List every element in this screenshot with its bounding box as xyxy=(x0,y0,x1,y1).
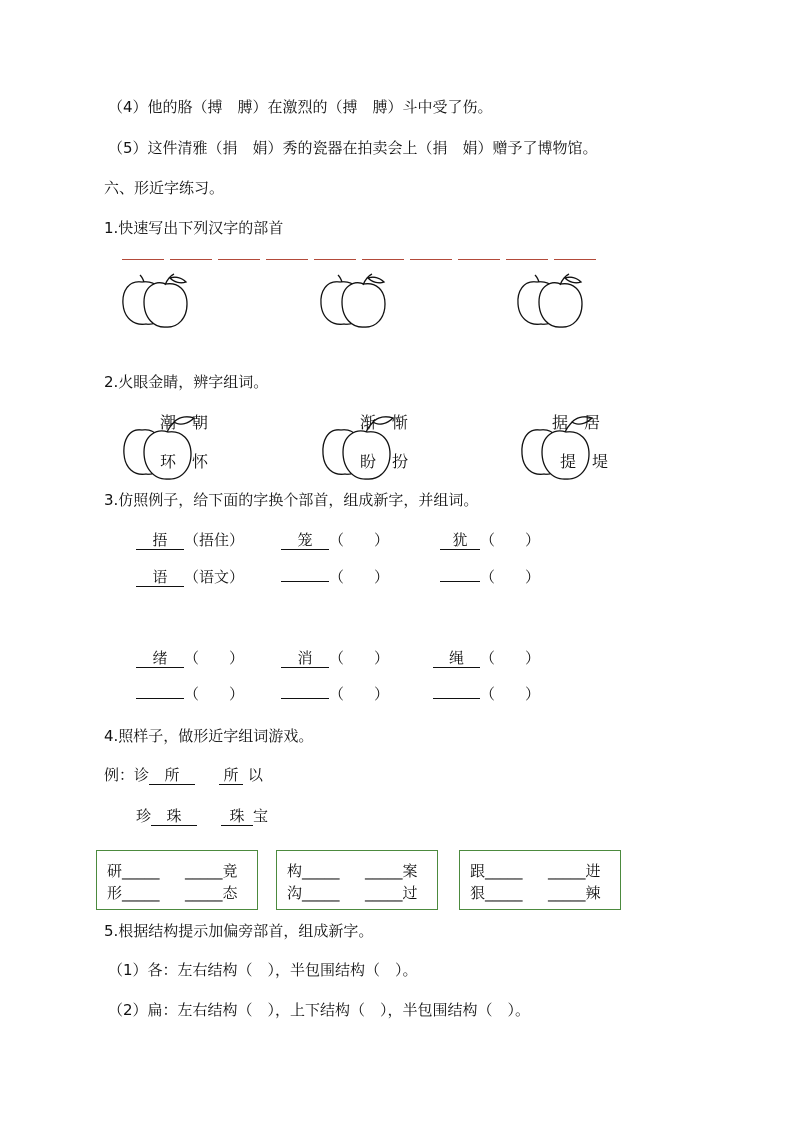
q3-row4-col1: （ ） xyxy=(136,683,244,704)
q3-row2-col3: （ ） xyxy=(440,566,540,587)
answer-blank[interactable]: 绳 xyxy=(433,649,480,668)
q2-char: 潮 xyxy=(160,413,177,432)
answer-line[interactable] xyxy=(554,259,596,260)
q5-title: 5.根据结构提示加偏旁部首，组成新字。 xyxy=(104,922,374,940)
answer-blank[interactable]: 犹 xyxy=(440,531,480,550)
q3-row1-col3: 犹 （ ） xyxy=(440,529,540,550)
word-game-box: 构_____ _____案 沟_____ _____过 xyxy=(276,850,438,910)
q4-example-2: 珍 珠 珠 宝 xyxy=(136,807,269,825)
q2-char: 环 xyxy=(160,452,177,471)
answer-line[interactable] xyxy=(410,259,452,260)
q3-row2-col1: 语 （语文） xyxy=(136,566,244,587)
answer-blank[interactable]: _____ xyxy=(548,862,586,880)
answer-blank[interactable]: _____ xyxy=(302,862,340,880)
q3-row4-col2: （ ） xyxy=(281,683,389,704)
apple-pair-icon xyxy=(515,272,585,332)
answer-blank[interactable] xyxy=(281,581,329,582)
q3-row3-col3: 绳 （ ） xyxy=(433,647,540,668)
section-title: 六、形近字练习。 xyxy=(104,179,225,197)
answer-line[interactable] xyxy=(122,259,164,260)
answer-blank[interactable]: 消 xyxy=(281,649,329,668)
apple-pair-icon xyxy=(120,272,190,332)
answer-blank[interactable]: _____ xyxy=(365,862,403,880)
q2-char: 堤 xyxy=(592,452,609,471)
answer-line[interactable] xyxy=(506,259,548,260)
q4-title: 4.照样子，做形近字组词游戏。 xyxy=(104,727,314,745)
answer-line[interactable] xyxy=(170,259,212,260)
answer-line[interactable] xyxy=(362,259,404,260)
answer-blank[interactable]: 语 xyxy=(136,568,184,587)
answer-blank[interactable]: _____ xyxy=(485,884,523,902)
q4-example-1: 例：诊 所 所 以 xyxy=(104,766,263,784)
q3-row3-col1: 绪 （ ） xyxy=(136,647,244,668)
q5-line-1: （1）各：左右结构（ ），半包围结构（ ）。 xyxy=(108,961,418,979)
q2-char: 惭 xyxy=(392,413,409,432)
answer-blank[interactable] xyxy=(136,698,184,699)
answer-blank[interactable]: _____ xyxy=(365,884,403,902)
answer-blank[interactable]: _____ xyxy=(122,862,160,880)
answer-blank[interactable]: _____ xyxy=(185,862,223,880)
q3-row4-col3: （ ） xyxy=(433,683,540,704)
q5-line-2: （2）扁：左右结构（ ），上下结构（ ），半包围结构（ ）。 xyxy=(108,1001,531,1019)
answer-blank[interactable]: 捂 xyxy=(136,531,184,550)
q2-title: 2.火眼金睛，辨字组词。 xyxy=(104,373,269,391)
sentence-5: （5）这件清雅（捐 娟）秀的瓷器在拍卖会上（捐 娟）赠予了博物馆。 xyxy=(108,139,598,157)
word-game-box: 研_____ _____竟 形_____ _____态 xyxy=(96,850,258,910)
q2-char: 朝 xyxy=(192,413,209,432)
q2-char: 居 xyxy=(584,413,601,432)
apple-pair-icon xyxy=(318,272,388,332)
answer-blank[interactable]: _____ xyxy=(122,884,160,902)
q3-row1-col1: 捂 （捂住） xyxy=(136,529,244,550)
answer-blank[interactable] xyxy=(433,698,480,699)
answer-blank[interactable]: _____ xyxy=(185,884,223,902)
sentence-4: （4）他的胳（搏 膊）在激烈的（搏 膊）斗中受了伤。 xyxy=(108,98,493,116)
answer-line[interactable] xyxy=(314,259,356,260)
q2-char: 盼 xyxy=(360,452,377,471)
q2-char: 扮 xyxy=(392,452,409,471)
q2-char: 渐 xyxy=(360,413,377,432)
answer-blank[interactable] xyxy=(440,581,480,582)
q1-title: 1.快速写出下列汉字的部首 xyxy=(104,219,284,237)
q2-char: 提 xyxy=(560,452,577,471)
q3-row1-col2: 笼 （ ） xyxy=(281,529,389,550)
q3-title: 3.仿照例子，给下面的字换个部首，组成新字，并组词。 xyxy=(104,491,479,509)
answer-line[interactable] xyxy=(458,259,500,260)
q2-char: 据 xyxy=(552,413,569,432)
answer-blank[interactable]: 笼 xyxy=(281,531,329,550)
answer-blank[interactable]: _____ xyxy=(548,884,586,902)
word-game-box: 跟_____ _____进 狠_____ _____辣 xyxy=(459,850,621,910)
q2-char: 怀 xyxy=(192,452,209,471)
q3-row2-col2: （ ） xyxy=(281,566,389,587)
apple-pair-icon xyxy=(122,418,192,484)
answer-line[interactable] xyxy=(218,259,260,260)
q3-row3-col2: 消 （ ） xyxy=(281,647,389,668)
answer-line[interactable] xyxy=(266,259,308,260)
answer-blank[interactable]: _____ xyxy=(302,884,340,902)
answer-blank[interactable]: 绪 xyxy=(136,649,184,668)
apple-pair-icon xyxy=(321,418,391,484)
answer-blank[interactable]: _____ xyxy=(485,862,523,880)
answer-blank[interactable] xyxy=(281,698,329,699)
